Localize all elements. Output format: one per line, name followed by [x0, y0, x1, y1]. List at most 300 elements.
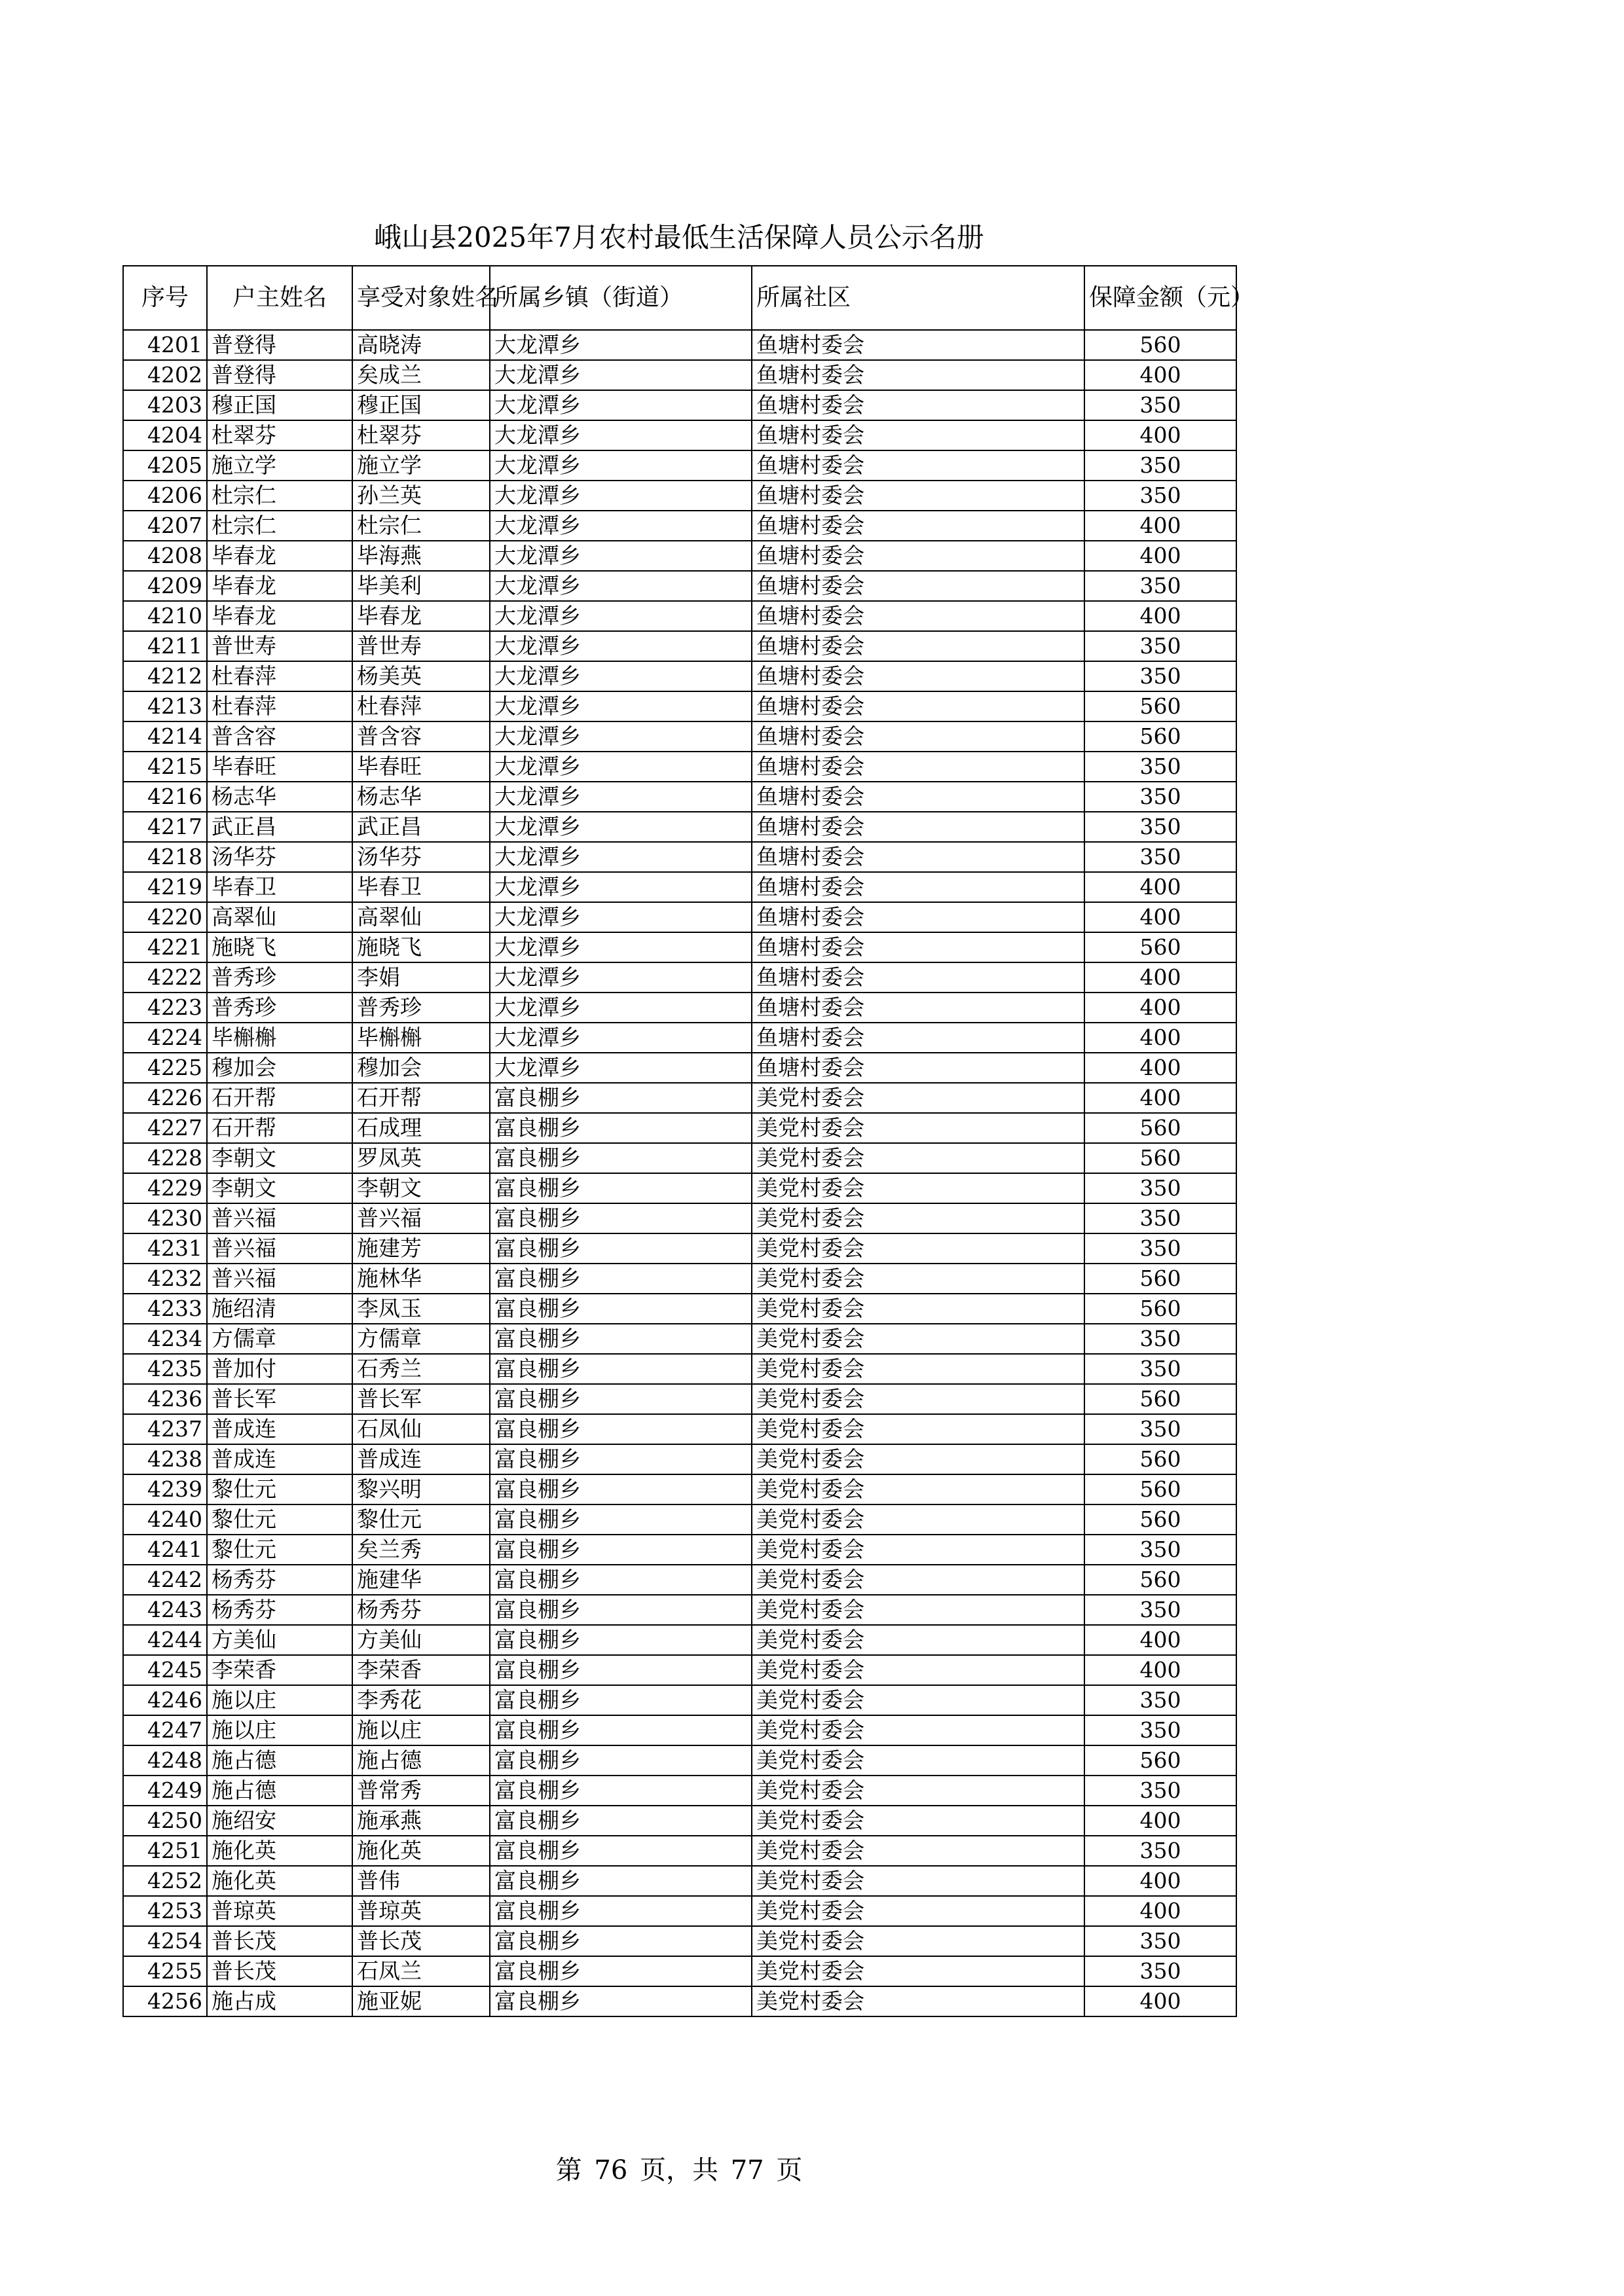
cell-township: 富良棚乡: [490, 1595, 752, 1625]
cell-township: 富良棚乡: [490, 1414, 752, 1444]
cell-serial: 4232: [123, 1264, 207, 1294]
cell-household-head: 普长茂: [207, 1926, 352, 1956]
table-row: [123, 993, 1236, 1023]
cell-community: 美党村委会: [752, 1474, 1084, 1504]
cell-household-head: 施占德: [207, 1776, 352, 1806]
table-row: [123, 1384, 1236, 1414]
cell-community: 鱼塘村委会: [752, 872, 1084, 902]
cell-serial: 4234: [123, 1324, 207, 1354]
table-row: [123, 1745, 1236, 1776]
cell-serial: 4225: [123, 1053, 207, 1083]
table-row: [123, 1083, 1236, 1113]
cell-household-head: 施以庄: [207, 1685, 352, 1715]
table-row: [123, 872, 1236, 902]
cell-household-head: 李荣香: [207, 1655, 352, 1685]
cell-household-head: 施占德: [207, 1745, 352, 1776]
cell-serial: 4222: [123, 962, 207, 993]
table-row: [123, 360, 1236, 390]
table-row: [123, 661, 1236, 691]
cell-household-head: 毕春旺: [207, 752, 352, 782]
table-row: [123, 932, 1236, 962]
cell-serial: 4250: [123, 1806, 207, 1836]
cell-amount: 560: [1084, 1384, 1236, 1414]
cell-township: 富良棚乡: [490, 1986, 752, 2016]
cell-beneficiary: 武正昌: [352, 812, 490, 842]
cell-community: 美党村委会: [752, 1625, 1084, 1655]
cell-amount: 560: [1084, 1474, 1236, 1504]
cell-amount: 400: [1084, 1866, 1236, 1896]
table-row: [123, 721, 1236, 752]
cell-serial: 4208: [123, 541, 207, 571]
cell-beneficiary: 普含容: [352, 721, 490, 752]
cell-community: 美党村委会: [752, 1745, 1084, 1776]
cell-community: 鱼塘村委会: [752, 691, 1084, 721]
cell-beneficiary: 施立学: [352, 450, 490, 481]
cell-township: 富良棚乡: [490, 1896, 752, 1926]
cell-amount: 560: [1084, 932, 1236, 962]
cell-beneficiary: 毕春龙: [352, 601, 490, 631]
cell-amount: 400: [1084, 1655, 1236, 1685]
cell-beneficiary: 黎兴明: [352, 1474, 490, 1504]
cell-amount: 350: [1084, 1324, 1236, 1354]
cell-township: 大龙潭乡: [490, 450, 752, 481]
cell-amount: 560: [1084, 1565, 1236, 1595]
cell-amount: 350: [1084, 1836, 1236, 1866]
cell-household-head: 穆正国: [207, 390, 352, 420]
cell-community: 美党村委会: [752, 1203, 1084, 1233]
cell-community: 美党村委会: [752, 1896, 1084, 1926]
cell-serial: 4255: [123, 1956, 207, 1986]
cell-amount: 400: [1084, 993, 1236, 1023]
cell-household-head: 杜宗仁: [207, 511, 352, 541]
cell-amount: 350: [1084, 1685, 1236, 1715]
cell-household-head: 黎仕元: [207, 1504, 352, 1535]
table-row: [123, 1896, 1236, 1926]
cell-serial: 4241: [123, 1535, 207, 1565]
cell-township: 富良棚乡: [490, 1143, 752, 1173]
table-row: [123, 1143, 1236, 1173]
cell-beneficiary: 普琼英: [352, 1896, 490, 1926]
cell-community: 美党村委会: [752, 1444, 1084, 1474]
cell-serial: 4207: [123, 511, 207, 541]
cell-household-head: 普登得: [207, 360, 352, 390]
cell-serial: 4228: [123, 1143, 207, 1173]
cell-community: 美党村委会: [752, 1083, 1084, 1113]
cell-township: 富良棚乡: [490, 1565, 752, 1595]
cell-community: 鱼塘村委会: [752, 782, 1084, 812]
cell-community: 鱼塘村委会: [752, 1023, 1084, 1053]
cell-community: 鱼塘村委会: [752, 601, 1084, 631]
roster-table: [122, 265, 1255, 2017]
cell-amount: 350: [1084, 1173, 1236, 1203]
table-body: [123, 330, 1236, 2016]
table-row: [123, 541, 1236, 571]
cell-household-head: 武正昌: [207, 812, 352, 842]
cell-township: 大龙潭乡: [490, 872, 752, 902]
cell-township: 富良棚乡: [490, 1113, 752, 1143]
cell-township: 富良棚乡: [490, 1474, 752, 1504]
cell-amount: 350: [1084, 571, 1236, 601]
cell-amount: 350: [1084, 782, 1236, 812]
cell-township: 大龙潭乡: [490, 993, 752, 1023]
cell-beneficiary: 石凤兰: [352, 1956, 490, 1986]
cell-household-head: 普兴福: [207, 1203, 352, 1233]
cell-community: 鱼塘村委会: [752, 631, 1084, 661]
cell-household-head: 毕春卫: [207, 872, 352, 902]
cell-household-head: 普加付: [207, 1354, 352, 1384]
column-header-beneficiary: 享受对象姓名: [352, 266, 490, 330]
cell-community: 美党村委会: [752, 1173, 1084, 1203]
cell-community: 美党村委会: [752, 1806, 1084, 1836]
cell-community: 鱼塘村委会: [752, 330, 1084, 360]
cell-serial: 4231: [123, 1233, 207, 1264]
cell-amount: 350: [1084, 481, 1236, 511]
cell-community: 鱼塘村委会: [752, 842, 1084, 872]
cell-township: 大龙潭乡: [490, 481, 752, 511]
cell-township: 大龙潭乡: [490, 842, 752, 872]
cell-household-head: 施晓飞: [207, 932, 352, 962]
cell-household-head: 汤华芬: [207, 842, 352, 872]
cell-township: 大龙潭乡: [490, 1053, 752, 1083]
cell-serial: 4210: [123, 601, 207, 631]
cell-community: 鱼塘村委会: [752, 481, 1084, 511]
cell-beneficiary: 杜翠芬: [352, 420, 490, 450]
cell-household-head: 普琼英: [207, 1896, 352, 1926]
cell-community: 鱼塘村委会: [752, 511, 1084, 541]
cell-beneficiary: 普世寿: [352, 631, 490, 661]
cell-amount: 400: [1084, 420, 1236, 450]
cell-serial: 4256: [123, 1986, 207, 2016]
cell-community: 美党村委会: [752, 1384, 1084, 1414]
table-row: [123, 1324, 1236, 1354]
table-row: [123, 1806, 1236, 1836]
cell-beneficiary: 施亚妮: [352, 1986, 490, 2016]
cell-serial: 4252: [123, 1866, 207, 1896]
cell-community: 鱼塘村委会: [752, 932, 1084, 962]
cell-township: 富良棚乡: [490, 1504, 752, 1535]
cell-serial: 4220: [123, 902, 207, 932]
cell-serial: 4203: [123, 390, 207, 420]
cell-beneficiary: 施建芳: [352, 1233, 490, 1264]
cell-beneficiary: 石秀兰: [352, 1354, 490, 1384]
cell-community: 鱼塘村委会: [752, 450, 1084, 481]
table-row: [123, 1414, 1236, 1444]
cell-beneficiary: 施晓飞: [352, 932, 490, 962]
cell-community: 美党村委会: [752, 1414, 1084, 1444]
cell-community: 美党村委会: [752, 1866, 1084, 1896]
cell-amount: 400: [1084, 1625, 1236, 1655]
cell-beneficiary: 石开帮: [352, 1083, 490, 1113]
cell-household-head: 普兴福: [207, 1233, 352, 1264]
cell-household-head: 方美仙: [207, 1625, 352, 1655]
cell-amount: 400: [1084, 962, 1236, 993]
cell-amount: 350: [1084, 390, 1236, 420]
table-row: [123, 1113, 1236, 1143]
cell-serial: 4236: [123, 1384, 207, 1414]
cell-household-head: 普含容: [207, 721, 352, 752]
cell-serial: 4223: [123, 993, 207, 1023]
cell-beneficiary: 毕海燕: [352, 541, 490, 571]
table-row: [123, 1354, 1236, 1384]
table-row: [123, 420, 1236, 450]
cell-township: 大龙潭乡: [490, 721, 752, 752]
cell-serial: 4202: [123, 360, 207, 390]
cell-serial: 4253: [123, 1896, 207, 1926]
cell-amount: 560: [1084, 1143, 1236, 1173]
cell-amount: 350: [1084, 812, 1236, 842]
cell-serial: 4243: [123, 1595, 207, 1625]
cell-community: 美党村委会: [752, 1264, 1084, 1294]
cell-community: 鱼塘村委会: [752, 993, 1084, 1023]
cell-township: 富良棚乡: [490, 1264, 752, 1294]
cell-household-head: 杜翠芬: [207, 420, 352, 450]
table-row: [123, 1986, 1236, 2016]
cell-township: 富良棚乡: [490, 1685, 752, 1715]
cell-community: 鱼塘村委会: [752, 752, 1084, 782]
cell-township: 大龙潭乡: [490, 962, 752, 993]
cell-township: 富良棚乡: [490, 1926, 752, 1956]
cell-community: 美党村委会: [752, 1324, 1084, 1354]
cell-amount: 350: [1084, 1203, 1236, 1233]
cell-household-head: 杨秀芬: [207, 1595, 352, 1625]
cell-amount: 350: [1084, 1956, 1236, 1986]
table-row: [123, 1625, 1236, 1655]
cell-amount: 400: [1084, 1053, 1236, 1083]
cell-community: 鱼塘村委会: [752, 1053, 1084, 1083]
cell-township: 富良棚乡: [490, 1203, 752, 1233]
cell-amount: 350: [1084, 1233, 1236, 1264]
table-row: [123, 962, 1236, 993]
cell-community: 美党村委会: [752, 1565, 1084, 1595]
cell-township: 富良棚乡: [490, 1444, 752, 1474]
cell-beneficiary: 普兴福: [352, 1203, 490, 1233]
cell-beneficiary: 黎仕元: [352, 1504, 490, 1535]
cell-household-head: 石开帮: [207, 1083, 352, 1113]
cell-serial: 4237: [123, 1414, 207, 1444]
cell-serial: 4251: [123, 1836, 207, 1866]
cell-household-head: 施立学: [207, 450, 352, 481]
cell-community: 鱼塘村委会: [752, 360, 1084, 390]
cell-township: 大龙潭乡: [490, 631, 752, 661]
cell-serial: 4227: [123, 1113, 207, 1143]
cell-household-head: 普成连: [207, 1444, 352, 1474]
cell-amount: 560: [1084, 1444, 1236, 1474]
cell-serial: 4240: [123, 1504, 207, 1535]
cell-beneficiary: 石凤仙: [352, 1414, 490, 1444]
cell-serial: 4238: [123, 1444, 207, 1474]
cell-amount: 350: [1084, 1776, 1236, 1806]
cell-township: 大龙潭乡: [490, 360, 752, 390]
cell-beneficiary: 杨美英: [352, 661, 490, 691]
table-row: [123, 1956, 1236, 1986]
cell-serial: 4211: [123, 631, 207, 661]
cell-beneficiary: 李凤玉: [352, 1294, 490, 1324]
cell-community: 美党村委会: [752, 1655, 1084, 1685]
table-row: [123, 1565, 1236, 1595]
cell-beneficiary: 孙兰英: [352, 481, 490, 511]
table-row: [123, 481, 1236, 511]
table-row: [123, 330, 1236, 360]
cell-amount: 400: [1084, 541, 1236, 571]
table-row: [123, 1444, 1236, 1474]
cell-township: 富良棚乡: [490, 1715, 752, 1745]
table-row: [123, 1715, 1236, 1745]
cell-amount: 400: [1084, 902, 1236, 932]
table-row: [123, 1655, 1236, 1685]
cell-beneficiary: 普长军: [352, 1384, 490, 1414]
table-row: [123, 1053, 1236, 1083]
cell-household-head: 普长茂: [207, 1956, 352, 1986]
cell-beneficiary: 施承燕: [352, 1806, 490, 1836]
table-row: [123, 450, 1236, 481]
table-row: [123, 390, 1236, 420]
table-row: [123, 812, 1236, 842]
cell-beneficiary: 施建华: [352, 1565, 490, 1595]
cell-beneficiary: 穆正国: [352, 390, 490, 420]
cell-township: 大龙潭乡: [490, 390, 752, 420]
cell-township: 富良棚乡: [490, 1776, 752, 1806]
cell-amount: 350: [1084, 661, 1236, 691]
table-row: [123, 1294, 1236, 1324]
cell-serial: 4233: [123, 1294, 207, 1324]
cell-amount: 560: [1084, 1745, 1236, 1776]
cell-serial: 4214: [123, 721, 207, 752]
cell-serial: 4224: [123, 1023, 207, 1053]
cell-serial: 4254: [123, 1926, 207, 1956]
cell-community: 美党村委会: [752, 1504, 1084, 1535]
cell-beneficiary: 施以庄: [352, 1715, 490, 1745]
cell-amount: 400: [1084, 1023, 1236, 1053]
cell-household-head: 普世寿: [207, 631, 352, 661]
cell-township: 富良棚乡: [490, 1655, 752, 1685]
cell-beneficiary: 石成理: [352, 1113, 490, 1143]
cell-serial: 4244: [123, 1625, 207, 1655]
cell-community: 鱼塘村委会: [752, 420, 1084, 450]
cell-serial: 4221: [123, 932, 207, 962]
cell-household-head: 毕槲槲: [207, 1023, 352, 1053]
cell-community: 美党村委会: [752, 1685, 1084, 1715]
table-row: [123, 1866, 1236, 1896]
cell-community: 鱼塘村委会: [752, 390, 1084, 420]
cell-beneficiary: 施林华: [352, 1264, 490, 1294]
cell-household-head: 普秀珍: [207, 962, 352, 993]
cell-household-head: 李朝文: [207, 1173, 352, 1203]
cell-household-head: 黎仕元: [207, 1474, 352, 1504]
cell-amount: 560: [1084, 330, 1236, 360]
cell-beneficiary: 李荣香: [352, 1655, 490, 1685]
cell-township: 大龙潭乡: [490, 571, 752, 601]
cell-community: 美党村委会: [752, 1143, 1084, 1173]
cell-amount: 400: [1084, 360, 1236, 390]
cell-beneficiary: 普成连: [352, 1444, 490, 1474]
cell-community: 美党村委会: [752, 1354, 1084, 1384]
cell-household-head: 施以庄: [207, 1715, 352, 1745]
cell-beneficiary: 毕美利: [352, 571, 490, 601]
cell-amount: 400: [1084, 511, 1236, 541]
cell-amount: 350: [1084, 1595, 1236, 1625]
cell-township: 富良棚乡: [490, 1806, 752, 1836]
cell-amount: 560: [1084, 691, 1236, 721]
cell-household-head: 毕春龙: [207, 601, 352, 631]
cell-township: 富良棚乡: [490, 1535, 752, 1565]
cell-amount: 400: [1084, 1896, 1236, 1926]
cell-community: 美党村委会: [752, 1535, 1084, 1565]
cell-township: 大龙潭乡: [490, 330, 752, 360]
cell-beneficiary: 杜春萍: [352, 691, 490, 721]
cell-household-head: 毕春龙: [207, 571, 352, 601]
column-header-serial: 序号: [123, 266, 207, 330]
cell-serial: 4246: [123, 1685, 207, 1715]
cell-serial: 4217: [123, 812, 207, 842]
table-row: [123, 511, 1236, 541]
cell-beneficiary: 方美仙: [352, 1625, 490, 1655]
cell-township: 大龙潭乡: [490, 932, 752, 962]
cell-beneficiary: 普常秀: [352, 1776, 490, 1806]
cell-serial: 4212: [123, 661, 207, 691]
cell-township: 大龙潭乡: [490, 812, 752, 842]
cell-beneficiary: 毕春旺: [352, 752, 490, 782]
column-header-township: 所属乡镇（街道）: [490, 266, 752, 330]
cell-township: 富良棚乡: [490, 1083, 752, 1113]
cell-household-head: 施占成: [207, 1986, 352, 2016]
cell-beneficiary: 高晓涛: [352, 330, 490, 360]
cell-township: 大龙潭乡: [490, 752, 752, 782]
table-row: [123, 842, 1236, 872]
cell-community: 鱼塘村委会: [752, 721, 1084, 752]
cell-township: 富良棚乡: [490, 1384, 752, 1414]
cell-beneficiary: 高翠仙: [352, 902, 490, 932]
cell-community: 美党村委会: [752, 1956, 1084, 1986]
table-row: [123, 1474, 1236, 1504]
cell-amount: 560: [1084, 1294, 1236, 1324]
cell-beneficiary: 普秀珍: [352, 993, 490, 1023]
cell-household-head: 李朝文: [207, 1143, 352, 1173]
cell-beneficiary: 穆加会: [352, 1053, 490, 1083]
cell-township: 大龙潭乡: [490, 601, 752, 631]
cell-township: 富良棚乡: [490, 1173, 752, 1203]
cell-amount: 560: [1084, 1113, 1236, 1143]
cell-household-head: 普兴福: [207, 1264, 352, 1294]
cell-township: 大龙潭乡: [490, 420, 752, 450]
cell-serial: 4209: [123, 571, 207, 601]
cell-beneficiary: 杨秀芬: [352, 1595, 490, 1625]
cell-household-head: 高翠仙: [207, 902, 352, 932]
cell-township: 大龙潭乡: [490, 511, 752, 541]
table-row: [123, 1595, 1236, 1625]
table-row: [123, 1926, 1236, 1956]
cell-serial: 4218: [123, 842, 207, 872]
table-row: [123, 1836, 1236, 1866]
cell-amount: 560: [1084, 721, 1236, 752]
cell-serial: 4213: [123, 691, 207, 721]
cell-township: 富良棚乡: [490, 1625, 752, 1655]
cell-community: 美党村委会: [752, 1986, 1084, 2016]
table-row: [123, 1504, 1236, 1535]
cell-beneficiary: 施化英: [352, 1836, 490, 1866]
cell-household-head: 普成连: [207, 1414, 352, 1444]
cell-serial: 4226: [123, 1083, 207, 1113]
cell-township: 富良棚乡: [490, 1836, 752, 1866]
cell-township: 大龙潭乡: [490, 902, 752, 932]
cell-beneficiary: 矣兰秀: [352, 1535, 490, 1565]
table-row: [123, 1776, 1236, 1806]
cell-beneficiary: 方儒章: [352, 1324, 490, 1354]
cell-amount: 400: [1084, 601, 1236, 631]
cell-beneficiary: 普伟: [352, 1866, 490, 1896]
cell-serial: 4201: [123, 330, 207, 360]
cell-household-head: 穆加会: [207, 1053, 352, 1083]
cell-beneficiary: 施占德: [352, 1745, 490, 1776]
